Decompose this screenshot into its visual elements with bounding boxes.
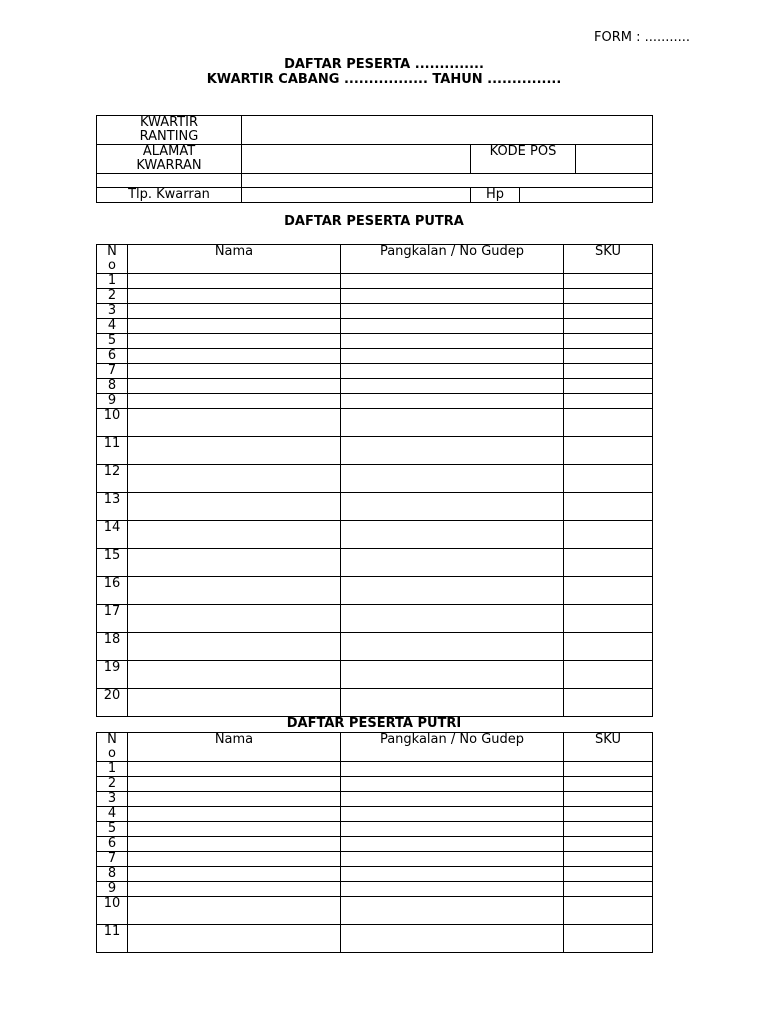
pangkalan-cell[interactable]	[341, 867, 564, 882]
sku-cell[interactable]	[564, 304, 653, 319]
table-row	[97, 334, 653, 349]
sku-cell[interactable]	[564, 334, 653, 349]
sku-cell[interactable]	[564, 394, 653, 409]
sku-cell[interactable]	[564, 364, 653, 379]
nama-cell[interactable]	[128, 689, 341, 717]
pangkalan-cell[interactable]	[341, 349, 564, 364]
table-row	[97, 852, 653, 867]
row-number: 4	[97, 807, 128, 822]
row-number: 5	[97, 822, 128, 837]
nama-cell[interactable]	[128, 409, 341, 437]
nama-cell[interactable]	[128, 274, 341, 289]
row-number: 4	[97, 319, 128, 334]
table-row	[97, 379, 653, 394]
info-table	[96, 115, 653, 203]
row-number: 9	[97, 394, 128, 409]
pangkalan-cell[interactable]	[341, 762, 564, 777]
nama-cell[interactable]	[128, 897, 341, 925]
table-row	[97, 661, 653, 689]
table-row	[97, 349, 653, 364]
sku-cell[interactable]	[564, 762, 653, 777]
putra-section-title: DAFTAR PESERTA PUTRA	[284, 214, 464, 229]
header-sku: SKU	[564, 245, 653, 274]
nama-cell[interactable]	[128, 549, 341, 577]
alamat-kwarran-field[interactable]	[242, 145, 471, 174]
row-number: 12	[97, 465, 128, 493]
sku-cell[interactable]	[564, 577, 653, 605]
pangkalan-cell[interactable]	[341, 437, 564, 465]
nama-cell[interactable]	[128, 852, 341, 867]
sku-cell[interactable]	[564, 792, 653, 807]
pangkalan-cell[interactable]	[341, 837, 564, 852]
table-row	[97, 304, 653, 319]
table-row	[97, 364, 653, 379]
pangkalan-cell[interactable]	[341, 689, 564, 717]
table-row	[97, 807, 653, 822]
sku-cell[interactable]	[564, 777, 653, 792]
form-number-label: FORM : ...........	[594, 30, 691, 45]
table-row	[97, 549, 653, 577]
pangkalan-cell[interactable]	[341, 274, 564, 289]
table-row	[97, 521, 653, 549]
row-number: 15	[97, 549, 128, 577]
nama-cell[interactable]	[128, 437, 341, 465]
sku-cell[interactable]	[564, 409, 653, 437]
sku-cell[interactable]	[564, 465, 653, 493]
pangkalan-cell[interactable]	[341, 852, 564, 867]
nama-cell[interactable]	[128, 867, 341, 882]
table-row	[97, 837, 653, 852]
row-number: 20	[97, 689, 128, 717]
row-number: 6	[97, 837, 128, 852]
document-title: DAFTAR PESERTA ..............	[284, 57, 484, 72]
nama-cell[interactable]	[128, 364, 341, 379]
kwartir-ranting-label: KWARTIR RANTING	[97, 116, 242, 145]
table-row	[97, 289, 653, 304]
blank-cell	[97, 174, 242, 188]
row-number: 8	[97, 379, 128, 394]
table-row	[97, 605, 653, 633]
header-no: N o	[97, 733, 128, 762]
nama-cell[interactable]	[128, 777, 341, 792]
row-number: 11	[97, 437, 128, 465]
nama-cell[interactable]	[128, 334, 341, 349]
sku-cell[interactable]	[564, 897, 653, 925]
row-number: 2	[97, 777, 128, 792]
pangkalan-cell[interactable]	[341, 549, 564, 577]
table-row	[97, 633, 653, 661]
nama-cell[interactable]	[128, 379, 341, 394]
header-pangkalan: Pangkalan / No Gudep	[341, 733, 564, 762]
pangkalan-cell[interactable]	[341, 822, 564, 837]
row-number: 2	[97, 289, 128, 304]
row-number: 1	[97, 762, 128, 777]
row-number: 3	[97, 792, 128, 807]
row-number: 17	[97, 605, 128, 633]
alamat-kwarran-label: ALAMAT KWARRAN	[97, 145, 242, 174]
row-number: 11	[97, 925, 128, 953]
table-row	[97, 792, 653, 807]
table-row	[97, 319, 653, 334]
pangkalan-cell[interactable]	[341, 334, 564, 349]
sku-cell[interactable]	[564, 925, 653, 953]
header-no: N o	[97, 245, 128, 274]
sku-cell[interactable]	[564, 605, 653, 633]
sku-cell[interactable]	[564, 493, 653, 521]
pangkalan-cell[interactable]	[341, 605, 564, 633]
hp-field[interactable]	[520, 188, 653, 203]
nama-cell[interactable]	[128, 289, 341, 304]
nama-cell[interactable]	[128, 837, 341, 852]
nama-cell[interactable]	[128, 304, 341, 319]
nama-cell[interactable]	[128, 349, 341, 364]
nama-cell[interactable]	[128, 762, 341, 777]
pangkalan-cell[interactable]	[341, 807, 564, 822]
pangkalan-cell[interactable]	[341, 521, 564, 549]
table-row	[97, 493, 653, 521]
sku-cell[interactable]	[564, 549, 653, 577]
sku-cell[interactable]	[564, 521, 653, 549]
sku-cell[interactable]	[564, 837, 653, 852]
pangkalan-cell[interactable]	[341, 465, 564, 493]
table-row	[97, 822, 653, 837]
row-number: 9	[97, 882, 128, 897]
header-pangkalan: Pangkalan / No Gudep	[341, 245, 564, 274]
putra-table	[96, 244, 653, 717]
pangkalan-cell[interactable]	[341, 409, 564, 437]
nama-cell[interactable]	[128, 577, 341, 605]
nama-cell[interactable]	[128, 394, 341, 409]
sku-cell[interactable]	[564, 319, 653, 334]
table-row	[97, 394, 653, 409]
sku-cell[interactable]	[564, 822, 653, 837]
nama-cell[interactable]	[128, 521, 341, 549]
sku-cell[interactable]	[564, 379, 653, 394]
row-number: 6	[97, 349, 128, 364]
table-row	[97, 274, 653, 289]
table-row	[97, 897, 653, 925]
nama-cell[interactable]	[128, 661, 341, 689]
nama-cell[interactable]	[128, 882, 341, 897]
sku-cell[interactable]	[564, 349, 653, 364]
pangkalan-cell[interactable]	[341, 304, 564, 319]
table-row	[97, 925, 653, 953]
pangkalan-cell[interactable]	[341, 319, 564, 334]
nama-cell[interactable]	[128, 807, 341, 822]
sku-cell[interactable]	[564, 289, 653, 304]
kwartir-ranting-field[interactable]	[242, 116, 653, 145]
row-number: 10	[97, 409, 128, 437]
row-number: 16	[97, 577, 128, 605]
pangkalan-cell[interactable]	[341, 925, 564, 953]
nama-cell[interactable]	[128, 822, 341, 837]
row-number: 1	[97, 274, 128, 289]
tlp-kwarran-label: Tlp. Kwarran	[97, 188, 242, 203]
pangkalan-cell[interactable]	[341, 577, 564, 605]
nama-cell[interactable]	[128, 925, 341, 953]
kode-pos-field[interactable]	[576, 145, 653, 174]
table-row	[97, 867, 653, 882]
row-number: 7	[97, 364, 128, 379]
sku-cell[interactable]	[564, 852, 653, 867]
pangkalan-cell[interactable]	[341, 633, 564, 661]
table-row	[97, 437, 653, 465]
table-row	[97, 577, 653, 605]
sku-cell[interactable]	[564, 661, 653, 689]
header-sku: SKU	[564, 733, 653, 762]
header-nama: Nama	[128, 733, 341, 762]
row-number: 7	[97, 852, 128, 867]
sku-cell[interactable]	[564, 437, 653, 465]
blank-cell	[242, 174, 653, 188]
sku-cell[interactable]	[564, 867, 653, 882]
table-row	[97, 777, 653, 792]
row-number: 19	[97, 661, 128, 689]
pangkalan-cell[interactable]	[341, 792, 564, 807]
kode-pos-label: KODE POS	[471, 145, 576, 174]
nama-cell[interactable]	[128, 605, 341, 633]
putri-table	[96, 732, 653, 953]
nama-cell[interactable]	[128, 493, 341, 521]
row-number: 3	[97, 304, 128, 319]
pangkalan-cell[interactable]	[341, 897, 564, 925]
nama-cell[interactable]	[128, 319, 341, 334]
pangkalan-cell[interactable]	[341, 777, 564, 792]
nama-cell[interactable]	[128, 465, 341, 493]
row-number: 14	[97, 521, 128, 549]
pangkalan-cell[interactable]	[341, 493, 564, 521]
sku-cell[interactable]	[564, 274, 653, 289]
row-number: 13	[97, 493, 128, 521]
row-number: 18	[97, 633, 128, 661]
row-number: 5	[97, 334, 128, 349]
pangkalan-cell[interactable]	[341, 661, 564, 689]
putri-section-title: DAFTAR PESERTA PUTRI	[286, 716, 462, 731]
row-number: 8	[97, 867, 128, 882]
document-subtitle: KWARTIR CABANG ................. TAHUN ...............	[206, 72, 562, 87]
table-row	[97, 689, 653, 717]
pangkalan-cell[interactable]	[341, 379, 564, 394]
nama-cell[interactable]	[128, 633, 341, 661]
pangkalan-cell[interactable]	[341, 394, 564, 409]
header-nama: Nama	[128, 245, 341, 274]
nama-cell[interactable]	[128, 792, 341, 807]
sku-cell[interactable]	[564, 633, 653, 661]
table-row	[97, 762, 653, 777]
pangkalan-cell[interactable]	[341, 882, 564, 897]
pangkalan-cell[interactable]	[341, 364, 564, 379]
tlp-kwarran-field[interactable]	[242, 188, 471, 203]
row-number: 10	[97, 897, 128, 925]
sku-cell[interactable]	[564, 882, 653, 897]
table-row	[97, 465, 653, 493]
table-row	[97, 409, 653, 437]
sku-cell[interactable]	[564, 689, 653, 717]
hp-label: Hp	[471, 188, 520, 203]
sku-cell[interactable]	[564, 807, 653, 822]
table-row	[97, 882, 653, 897]
pangkalan-cell[interactable]	[341, 289, 564, 304]
